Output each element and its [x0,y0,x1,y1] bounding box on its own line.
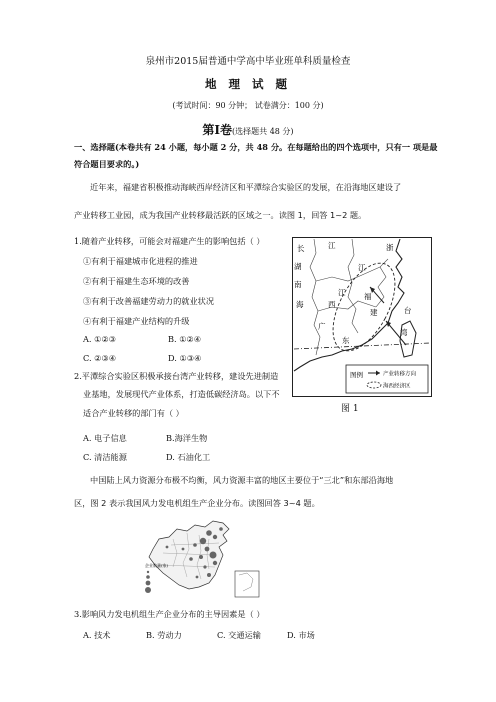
passage2-line1: 中国陆上风力资源分布极不均衡，风力资源丰富的地区主要位于“三北”和东部沿海地 [90,475,394,485]
map1-label-10: 广 [318,322,326,331]
map2-inset [235,571,259,597]
q2-line2: 业基地，发展现代产业体系，打造低碳经济岛。以下不 [83,389,280,399]
q1-item-2: ②有利于福建生态环境的改善 [83,276,190,286]
map1-label-6: 江 [338,288,346,297]
q3-option-d: D. 市场 [287,630,315,640]
map1-legend-zone: 海西经济区 [383,383,411,390]
q2-option-a: A. 电子信息 [83,433,127,443]
figure1-map [292,237,432,397]
q2-option-c: C. 清洁能源 [83,452,127,462]
q1-option-c: C. ②③④ [83,353,117,363]
map1-legend-arrow: 产业转移方向 [383,371,417,378]
q2-line1: 2.平潭综合实验区积极承接台湾产业转移，建设先进制造 [74,371,279,381]
q1-option-b: B. ①②④ [168,334,202,344]
part1-title: 第Ⅰ卷 [202,123,233,137]
map1-label-11: 东 [342,336,350,345]
map1-label-5: 南 [294,280,302,289]
map1-label-1: 江 [328,241,336,250]
q1-item-3: ③有利于改善福建劳动力的就业状况 [83,296,215,306]
q2-line3: 适合产业转移的部门有（ ） [83,408,184,418]
passage2-line2: 区，图 2 表示我国风力发电机组生产企业分布。读图回答 3~4 题。 [74,498,320,508]
part1-heading [0,119,496,138]
map1-label-0: 长 [297,244,305,253]
q3-option-c: C. 交通运输 [217,630,261,640]
exam-info: (考试时间：90 分钟； 试卷满分：100 分) [172,101,324,110]
map1-label-7: 西 [328,300,336,309]
q2-option-b: B.海洋生物 [166,433,208,443]
map2-legend-title: 企业数量(家) [145,563,169,568]
map1-label-3: 湖 [294,262,302,271]
q1-item-4: ④有利于福建产业结构的升级 [83,316,190,326]
exam-subject: 地 理 试 题 [204,77,291,91]
map1-label-14: 福 [364,292,372,301]
map1-legend-title: 图例 [350,371,363,379]
map1-label-8: 建 [370,308,378,317]
map1-label-2: 浙 [386,243,394,252]
q1-option-a: A. ①②③ [83,334,117,344]
q3-option-a: A. 技术 [83,630,111,640]
map1-label-9: 海 [296,300,304,309]
section1-line1: 一、选择题(本卷共有 24 小题，每小题 2 分，共 48 分。在每题给出的四个选项中，只有一 项是最 [74,142,438,152]
q2-option-d: D. 石油化工 [166,452,211,462]
exam-title: 泉州市2015届普通中学高中毕业班单科质量检查 [145,56,351,67]
q1-item-1: ①有利于福建城市化进程的推进 [83,256,198,266]
passage1-line2: 产业转移工业园，成为我国产业转移最活跃的区域之一。读图 1，回答 1~2 题。 [74,210,367,220]
map1-label-12: 台 [404,306,412,315]
q1-option-d: D. ①③④ [168,353,202,363]
figure2-map [143,519,261,599]
q3-option-b: B. 劳动力 [146,630,182,640]
figure1-caption: 图 1 [341,404,359,414]
map1-label-4: 江 [358,263,366,272]
passage1-line1: 近年来，福建省积极推动海峡西岸经济区和平潭综合实验区的发展，在沿海地区建设了 [90,182,402,192]
q1-stem: 1.随着产业转移，可能会对福建产生的影响包括（ ） [74,236,265,246]
section1-line2: 符合题目要求的。) [74,159,140,169]
map1-label-13: 湾 [400,328,408,337]
part1-note: (选择题共 48 分) [232,127,294,136]
q3-stem: 3.影响风力发电机组生产企业分布的主导因素是（ ） [74,609,265,619]
